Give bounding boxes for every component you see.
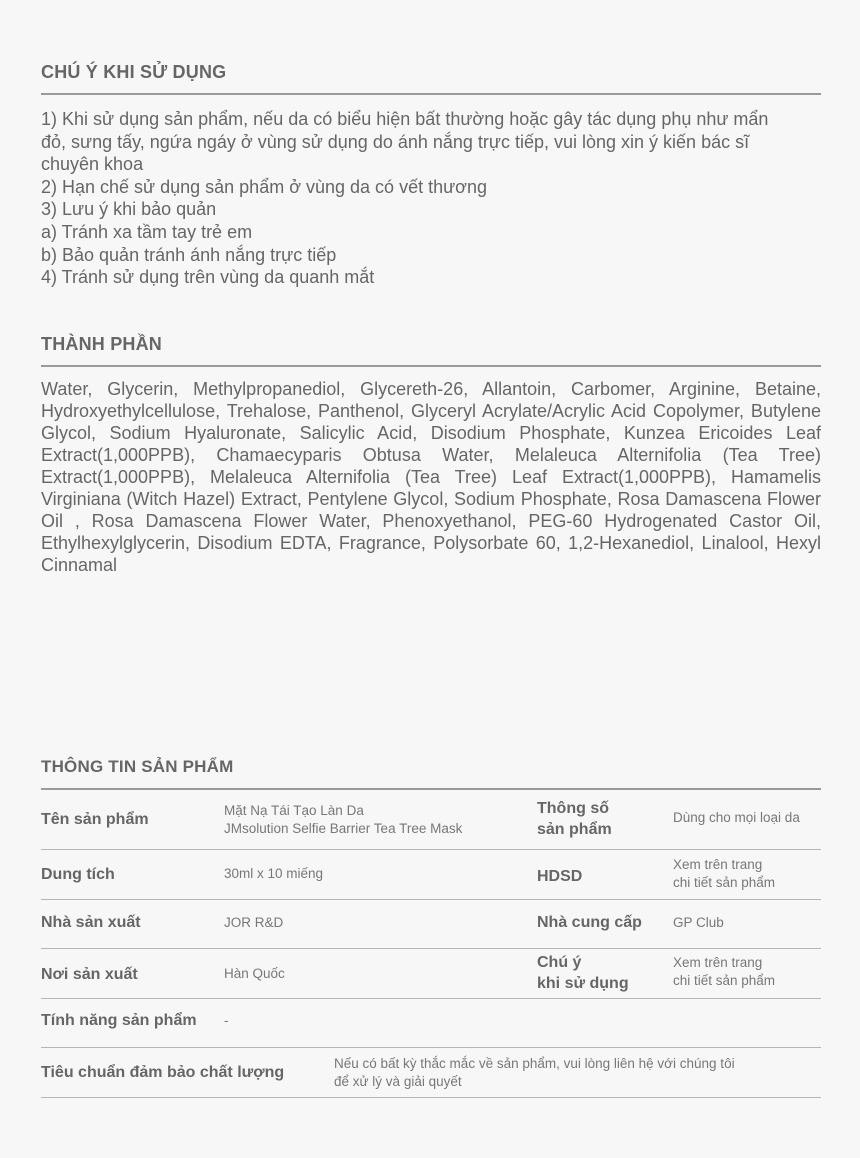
origin-value bbox=[224, 965, 285, 983]
origin-label: Nơi sản xuất bbox=[41, 966, 138, 983]
label-line: Chú ý bbox=[537, 954, 582, 971]
ingredients-section-title: THÀNH PHẦN bbox=[41, 334, 162, 354]
usage-section-title: CHÚ Ý KHI SỬ DỤNG bbox=[41, 62, 227, 82]
table-row-divider bbox=[41, 948, 821, 949]
table-bottom-divider bbox=[41, 1097, 821, 1098]
usage-line: 3) Lưu ý khi bảo quản bbox=[41, 199, 217, 220]
table-row-divider bbox=[41, 1047, 821, 1048]
manufacturer-value bbox=[224, 914, 283, 932]
usage-guide-value bbox=[673, 856, 775, 892]
product-name-label: Tên sản phẩm bbox=[41, 811, 149, 828]
product-spec-value bbox=[673, 809, 800, 827]
usage-notes bbox=[41, 108, 821, 289]
usage-line: chuyên khoa bbox=[41, 154, 144, 175]
value-line: Xem trên trang bbox=[673, 955, 763, 970]
supplier-label bbox=[537, 912, 642, 933]
caution-value bbox=[673, 954, 775, 990]
usage-line: 2) Hạn chế sử dụng sản phẩm ở vùng da có vết thương bbox=[41, 176, 487, 197]
ingredients-text: Water, Glycerin, Methylpropanediol, Glycereth-26, Allantoin, Carbomer, Arginine, Betaine, Hydroxyethylcellulose, Trehalose, Panthenol, Glyceryl Acrylate/Acrylic Acid Copolymer, Butylene Glycol, Sodium Hyaluronate, Salicylic Acid, Disodium Phosphate, Kunzea Ericoides Leaf Extract(1,000PPB), Chamaecyparis Obtusa Water, Melaleuca Alternifolia (Tea Tree) Extract(1,000PPB), Melaleuca Alternifolia (Tea Tree) Leaf Extract(1,000PPB), Hamamelis Virginiana (Witch Hazel) Extract, Pentylene Glycol, Sodium Phosphate, Rosa Damascena Flower Oil , Rosa Damascena Flower Water, Phenoxyethanol, PEG-60 Hydrogenated Castor Oil, Ethylhexylglycerin, Disodium EDTA, Fragrance, Polysorbate 60, 1,2-Hexanediol, Linalool, Hexyl Cinnamal bbox=[41, 379, 821, 575]
value-line: để xử lý và giải quyết bbox=[334, 1074, 462, 1089]
usage-line: a) Tránh xa tầm tay trẻ em bbox=[41, 221, 253, 242]
table-row-divider bbox=[41, 849, 821, 850]
usage-line: b) Bảo quản tránh ánh nắng trực tiếp bbox=[41, 244, 337, 265]
product-info-divider bbox=[41, 788, 821, 790]
supplier-value bbox=[673, 914, 724, 932]
value-line: Hàn Quốc bbox=[224, 966, 285, 981]
ingredients-section-divider bbox=[41, 365, 821, 367]
label-line: Thông số bbox=[537, 800, 609, 817]
quality-standard-label: Tiêu chuẩn đảm bảo chất lượng bbox=[41, 1064, 285, 1081]
usage-section-divider bbox=[41, 93, 821, 95]
caution-label bbox=[537, 952, 629, 994]
table-row-divider bbox=[41, 998, 821, 999]
value-line: chi tiết sản phẩm bbox=[673, 973, 776, 988]
label-line: HDSD bbox=[537, 868, 583, 885]
product-info-title: THÔNG TIN SẢN PHẨM bbox=[41, 757, 234, 776]
product-name-value bbox=[224, 802, 462, 838]
value-line: - bbox=[224, 1013, 229, 1028]
product-spec-label bbox=[537, 798, 612, 840]
volume-value bbox=[224, 865, 323, 883]
value-line: Dùng cho mọi loại da bbox=[673, 810, 800, 825]
table-row-divider bbox=[41, 899, 821, 900]
quality-standard-value bbox=[334, 1055, 735, 1091]
volume-label: Dung tích bbox=[41, 866, 115, 883]
manufacturer-label: Nhà sản xuất bbox=[41, 914, 141, 931]
value-line: Xem trên trang bbox=[673, 857, 763, 872]
usage-line: đỏ, sưng tấy, ngứa ngáy ở vùng sử dụng do ánh nắng trực tiếp, vui lòng xin ý kiến bác sĩ bbox=[41, 131, 750, 152]
usage-guide-label bbox=[537, 866, 582, 887]
label-line: Nhà cung cấp bbox=[537, 914, 642, 931]
value-line: Mặt Nạ Tái Tạo Làn Da bbox=[224, 803, 364, 818]
value-line: JMsolution Selfie Barrier Tea Tree Mask bbox=[224, 821, 463, 836]
usage-line: 1) Khi sử dụng sản phẩm, nếu da có biểu hiện bất thường hoặc gây tác dụng phụ như mẩn bbox=[41, 109, 769, 129]
usage-line: 4) Tránh sử dụng trên vùng da quanh mắt bbox=[41, 267, 375, 288]
value-line: 30ml x 10 miếng bbox=[224, 866, 324, 881]
value-line: GP Club bbox=[673, 915, 724, 930]
value-line: Nếu có bất kỳ thắc mắc về sản phẩm, vui lòng liên hệ với chúng tôi bbox=[334, 1056, 735, 1071]
features-label: Tính năng sản phẩm bbox=[41, 1012, 197, 1029]
value-line: chi tiết sản phẩm bbox=[673, 875, 776, 890]
label-line: khi sử dụng bbox=[537, 975, 629, 992]
value-line: JOR R&D bbox=[224, 915, 284, 930]
features-value bbox=[224, 1012, 229, 1030]
label-line: sản phẩm bbox=[537, 821, 612, 838]
